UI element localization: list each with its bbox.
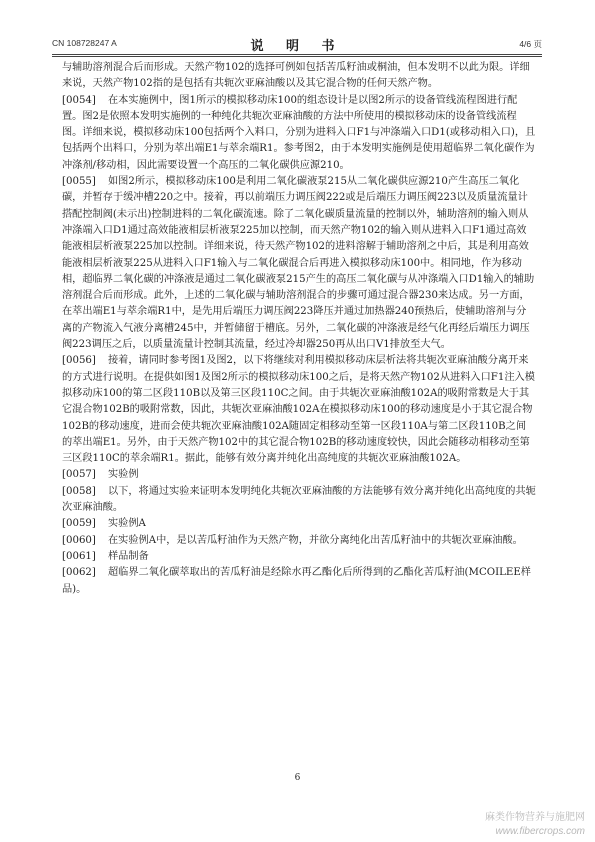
paragraph-0062: [62, 565, 536, 598]
watermark-site-name: 麻类作物营养与施肥网: [485, 812, 585, 823]
paragraph-0054: [62, 93, 536, 174]
paragraph-number: [0058]: [62, 485, 96, 497]
paragraph-0061: [62, 549, 536, 565]
paragraph-number: [0055]: [62, 176, 96, 188]
paragraph-number: [0056]: [62, 355, 96, 367]
paragraph-text: 如图2所示，模拟移动床100是利用二氧化碳液泵215从二氧化碳供应源210产生高压二氧化碳，并暂存于缓冲槽220之中。接着，再以前端压力调压阀222或是后端压力调压阀223以及质量流量计搭配控制阀(未示出)控制进料的二氧化碳流速。除了二氧化碳质量流量的控制以外，辅助溶剂的输入则从冲涤端入口D1通过高效能液相层析液泵225加以控制，而天然产物102的输入则从进料入口F1通过高效能液相层析液泵225加以控制。详细来说，待天然产物102的进料溶解于辅助溶剂之中后，其是利用高效能液相层析液泵225从进料入口F1输入与二氧化碳混合后再进入模拟移动床100中。相同地，作为移动相，超临界二氧化碳的冲涤液是通过二氧化碳液泵215产生的高压二氧化碳与从冲涤端入口D1输入的辅助溶剂混合后而形成。此外，上述的二氧化碳与辅助溶剂混合的步骤可通过混合器230来达成。另一方面，在萃出端E1与萃余端R1中，是先用后端压力调压阀223降压并通过加热器240预热后，使辅助溶剂与分离的产物流入气液分离槽245中，并暂储留于槽底。另外，二氧化碳的冲涤液是经气化再经后端压力调压阀223调压之后，以质量流量计控制其流量，经过冷却器250再从出口V1排放至大气。: [62, 176, 535, 351]
paragraph-number: [0057]: [62, 469, 96, 481]
page-count: 4/6 页: [519, 39, 542, 49]
paragraph-text: 以下，将通过实验来证明本发明纯化共轭次亚麻油酸的方法能够有效分离并纯化出高纯度的共轭次亚麻油酸。: [62, 485, 536, 514]
paragraph-0058: [62, 484, 536, 517]
paragraph-number: [0061]: [62, 550, 96, 562]
paragraph-text: 接着，请同时参考图1及图2，以下将继续对利用模拟移动床层析法将共轭次亚麻油酸分离开来的方式进行说明。在提供如图1及图2所示的模拟移动床100之后，是将天然产物102从进料入口F1注入模拟移动床100的第二区段110B以及第三区段110C之间。由于共轭次亚麻油酸102A的吸附常数是大于其它混合物102B的吸附常数，因此，共轭次亚麻油酸102A在模拟移动床100的移动速度是小于其它混合物102B的移动速度，进而会使共轭次亚麻油酸102A随固定相移动至第一区段110A与第二区段110B之间的萃出端E1。另外，由于天然产物102中的其它混合物102B的移动速度较快，因此会随移动相移动至第三区段110C的萃余端R1。据此，能够有效分离并纯化出高纯度的共轭次亚麻油酸102A。: [62, 355, 535, 465]
paragraph-text: 在本实施例中，图1所示的模拟移动床100的组态设计是以图2所示的设备管线流程图进行配置。图2是依照本发明实施例的一种纯化共轭次亚麻油酸的方法中所使用的模拟移动床的设备管线流程图。详细来说，模拟移动床100包括两个入料口，分别为进料入口F1与冲涤端入口D1(或移动相入口)，且包括两个出料口，分别为萃出端E1与萃余端R1。参考图2，由于本发明实施例是使用超临界二氧化碳作为冲涤剂/移动相，因此需要设置一个高压的二氧化碳供应源210。: [62, 94, 536, 171]
paragraph-text: 超临界二氧化碳萃取出的苦瓜籽油是经除水再乙酯化后所得到的乙酯化苦瓜籽油(MCOILEE样品)。: [62, 567, 531, 595]
paragraph-text: 实验例: [108, 469, 139, 481]
paragraph-text: 样品制备: [108, 550, 149, 562]
page-number: 6: [294, 773, 301, 783]
publication-number: CN 108728247 A: [52, 38, 117, 48]
paragraph-number: [0062]: [62, 567, 96, 579]
paragraph-number: [0054]: [62, 94, 96, 106]
paragraph-0060: [62, 533, 536, 549]
paragraph-number: [0059]: [62, 518, 96, 530]
paragraph-0056: [62, 353, 536, 467]
paragraph-text: 与辅助溶剂混合后而形成。天然产物102的选择可例如包括苦瓜籽油或桐油，但本发明不以此为限。详细来说，天然产物102指的是包括有共轭次亚麻油酸以及其它混合物的任何天然产物。: [62, 62, 530, 90]
paragraph-0: [62, 60, 536, 93]
page-header: [52, 36, 542, 52]
header-rule-top: [52, 54, 542, 55]
document-title: 说 明 书: [250, 39, 344, 54]
paragraph-text: 在实验例A中，是以苦瓜籽油作为天然产物，并欲分离纯化出苦瓜籽油中的共轭次亚麻油酸。: [108, 534, 523, 546]
paragraph-0059: [62, 516, 536, 532]
paragraph-0057: [62, 467, 536, 483]
paragraph-0055: [62, 174, 536, 353]
watermark: [485, 808, 585, 837]
paragraph-text: 实验例A: [108, 518, 146, 530]
watermark-url: www.fibercrops.com: [495, 826, 585, 837]
document-body: [62, 60, 536, 598]
paragraph-number: [0060]: [62, 534, 96, 546]
header-rule-bottom: [52, 56, 542, 57]
